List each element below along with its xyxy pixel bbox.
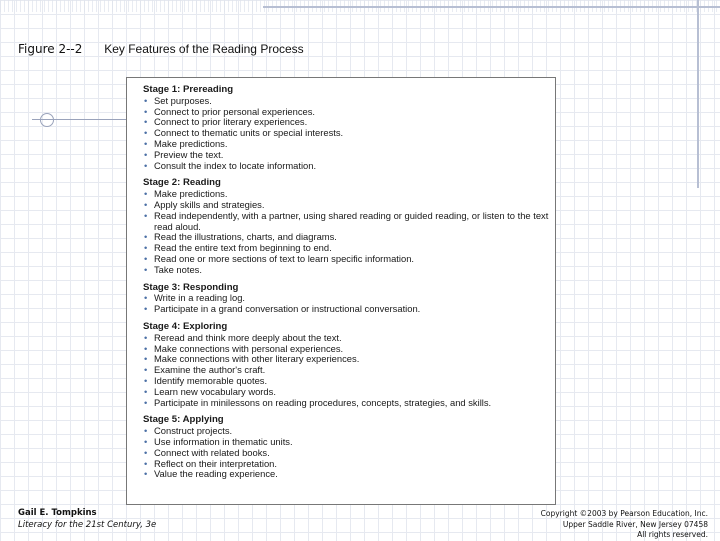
stage-title: Stage 2: Reading	[143, 177, 221, 189]
list-item: • Connect with related books.	[143, 448, 555, 459]
stage-3	[143, 283, 555, 315]
footer-citation	[18, 507, 156, 531]
list-item: • Make connections with other literary experiences.	[143, 354, 555, 365]
stage-item-list	[143, 189, 555, 275]
footer-copyright	[541, 509, 708, 541]
stage-title: Stage 4: Exploring	[143, 320, 228, 332]
stage-5	[143, 415, 555, 480]
list-item: • Write in a reading log.	[143, 293, 555, 304]
footer-author: Gail E. Tompkins	[18, 508, 97, 518]
stage-item-list	[143, 293, 555, 315]
list-item: • Learn new vocabulary words.	[143, 387, 555, 398]
copyright-line: All rights reserved.	[637, 530, 708, 539]
list-item: • Reflect on their interpretation.	[143, 459, 555, 470]
stage-title: Stage 1: Prereading	[143, 84, 234, 95]
figure-title: Key Features of the Reading Process	[104, 42, 304, 56]
list-item: • Construct projects.	[143, 426, 555, 437]
list-item: • Use information in thematic units.	[143, 437, 555, 448]
copyright-line: Upper Saddle River, New Jersey 07458	[562, 519, 708, 529]
list-item: • Set purposes.	[143, 96, 555, 107]
list-item: • Value the reading experience.	[143, 469, 555, 480]
stage-item-list	[143, 333, 555, 409]
figure-heading	[18, 42, 304, 56]
reading-process-panel	[126, 77, 556, 505]
list-item: • Examine the author's craft.	[143, 365, 555, 376]
list-item: • Connect to prior personal experiences.	[143, 107, 555, 118]
stage-title: Stage 3: Responding	[143, 281, 239, 293]
list-item: • Make connections with personal experiences.	[143, 344, 555, 355]
list-item: • Participate in a grand conversation or instructional conversation.	[143, 304, 555, 315]
list-item: • Read the illustrations, charts, and diagrams.	[143, 232, 555, 243]
list-item: • Read independently, with a partner, using shared reading or guided reading, or listen to the text read aloud.	[143, 211, 555, 233]
stage-item-list	[143, 96, 555, 172]
stage-item-list	[143, 426, 555, 480]
list-item: • Connect to prior literary experiences.	[143, 117, 555, 128]
top-accent-rule	[263, 6, 720, 8]
list-item: • Read one or more sections of text to learn specific information.	[143, 254, 555, 265]
copyright-line: Copyright ©2003 by Pearson Education, Inc.	[540, 509, 708, 518]
list-item: • Read the entire text from beginning to end.	[143, 243, 555, 254]
list-item: • Reread and think more deeply about the text.	[143, 333, 555, 344]
list-item: • Identify memorable quotes.	[143, 376, 555, 387]
crosshair-circle-icon	[40, 113, 54, 127]
list-item: • Make predictions.	[143, 189, 555, 200]
stage-4	[143, 322, 555, 408]
stage-title: Stage 5: Applying	[143, 414, 224, 426]
list-item: • Preview the text.	[143, 150, 555, 161]
footer-book-title: Literacy for the 21st Century, 3e	[18, 520, 157, 530]
stage-1	[143, 85, 555, 171]
list-item: • Make predictions.	[143, 139, 555, 150]
list-item: • Participate in minilessons on reading procedures, concepts, strategies, and skills.	[143, 398, 555, 409]
list-item: • Consult the index to locate information.	[143, 161, 555, 172]
list-item: • Take notes.	[143, 265, 555, 276]
list-item: • Apply skills and strategies.	[143, 200, 555, 211]
right-accent-rule	[697, 0, 699, 188]
list-item: • Connect to thematic units or special interests.	[143, 128, 555, 139]
stage-2	[143, 178, 555, 275]
figure-number: Figure 2--2	[18, 42, 83, 56]
